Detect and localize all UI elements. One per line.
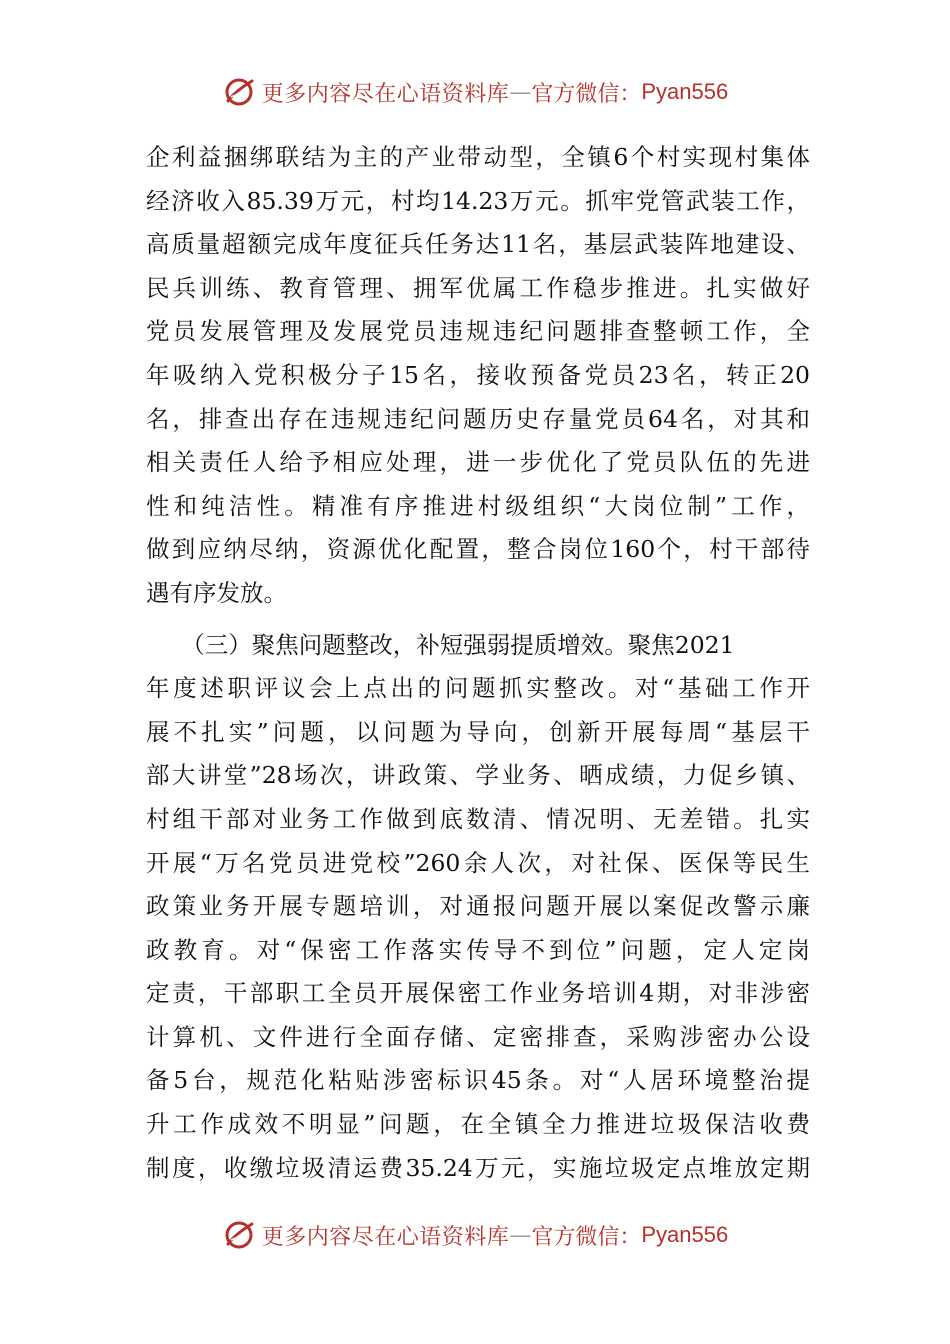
text-line: 做到应纳尽纳，资源优化配置，整合岗位160个，村干部待 — [146, 535, 810, 564]
brand-logo-icon — [222, 1218, 256, 1252]
document-body — [146, 136, 810, 1190]
text-line: 政策业务开展专题培训，对通报问题开展以案促改警示廉 — [146, 892, 810, 921]
text-line: 定责，干部职工全员开展保密工作业务培训4期，对非涉密 — [146, 979, 810, 1008]
paragraph-1 — [146, 136, 810, 616]
text-line-last: 遇有序发放。 — [146, 578, 287, 607]
banner-main-text: 更多内容尽在心语资料库 — [261, 81, 510, 107]
banner-main-text: 更多内容尽在心语资料库 — [261, 1224, 510, 1250]
text-line: 年度述职评议会上点出的问题抓实整改。对“基础工作开 — [146, 674, 810, 703]
text-line: 党员发展管理及发展党员违规违纪问题排查整顿工作，全 — [146, 317, 810, 346]
text-line: 年吸纳入党积极分子15名，接收预备党员23名，转正20 — [146, 360, 810, 389]
text-line: 展不扎实”问题，以问题为导向，创新开展每周“基层干 — [146, 717, 810, 746]
text-line: 部大讲堂”28场次，讲政策、学业务、晒成绩，力促乡镇、 — [146, 761, 810, 790]
text-line: 开展“万名党员进党校”260余人次，对社保、医保等民生 — [146, 848, 810, 877]
text-line: 制度，收缴垃圾清运费35.24万元，实施垃圾定点堆放定期 — [146, 1153, 810, 1182]
text-line: 高质量超额完成年度征兵任务达11名，基层武装阵地建设、 — [146, 230, 810, 259]
text-line: 相关责任人给予相应处理，进一步优化了党员队伍的先进 — [146, 448, 810, 477]
text-line: 村组干部对业务工作做到底数清、情况明、无差错。扎实 — [146, 804, 810, 833]
banner-wechat-id: Pyan556 — [641, 79, 729, 104]
text-line: 政教育。对“保密工作落实传导不到位”问题，定人定岗 — [146, 935, 810, 964]
text-line: 升工作成效不明显”问题，在全镇全力推进垃圾保洁收费 — [146, 1110, 810, 1139]
text-line: 性和纯洁性。精准有序推进村级组织“大岗位制”工作， — [146, 491, 810, 520]
text-line: 计算机、文件进行全面存储、定密排查，采购涉密办公设 — [146, 1022, 810, 1051]
banner-wechat-label: 官方微信： — [531, 1224, 642, 1250]
banner-wechat-id: Pyan556 — [641, 1222, 729, 1247]
paragraph-2 — [146, 624, 810, 1191]
banner-wechat-label: 官方微信： — [531, 81, 642, 107]
text-line: 名，排查出存在违规违纪问题历史存量党员64名，对其和 — [146, 404, 810, 433]
banner-separator: — — [509, 79, 532, 105]
text-line-indented: （三）聚焦问题整改，补短强弱提质增效。聚焦2021 — [146, 630, 735, 659]
banner-separator: — — [509, 1222, 532, 1248]
brand-logo-icon — [222, 75, 256, 109]
paragraph-gap — [146, 616, 810, 624]
header-watermark-banner — [0, 72, 950, 112]
text-line: 备5台，规范化粘贴涉密标识45条。对“人居环境整治提 — [146, 1066, 810, 1095]
text-line: 企利益捆绑联结为主的产业带动型，全镇6个村实现村集体 — [146, 143, 810, 171]
text-line: 民兵训练、教育管理、拥军优属工作稳步推进。扎实做好 — [146, 273, 810, 302]
text-line: 经济收入85.39万元，村均14.23万元。抓牢党管武装工作， — [146, 186, 810, 215]
footer-watermark-banner — [0, 1215, 950, 1255]
